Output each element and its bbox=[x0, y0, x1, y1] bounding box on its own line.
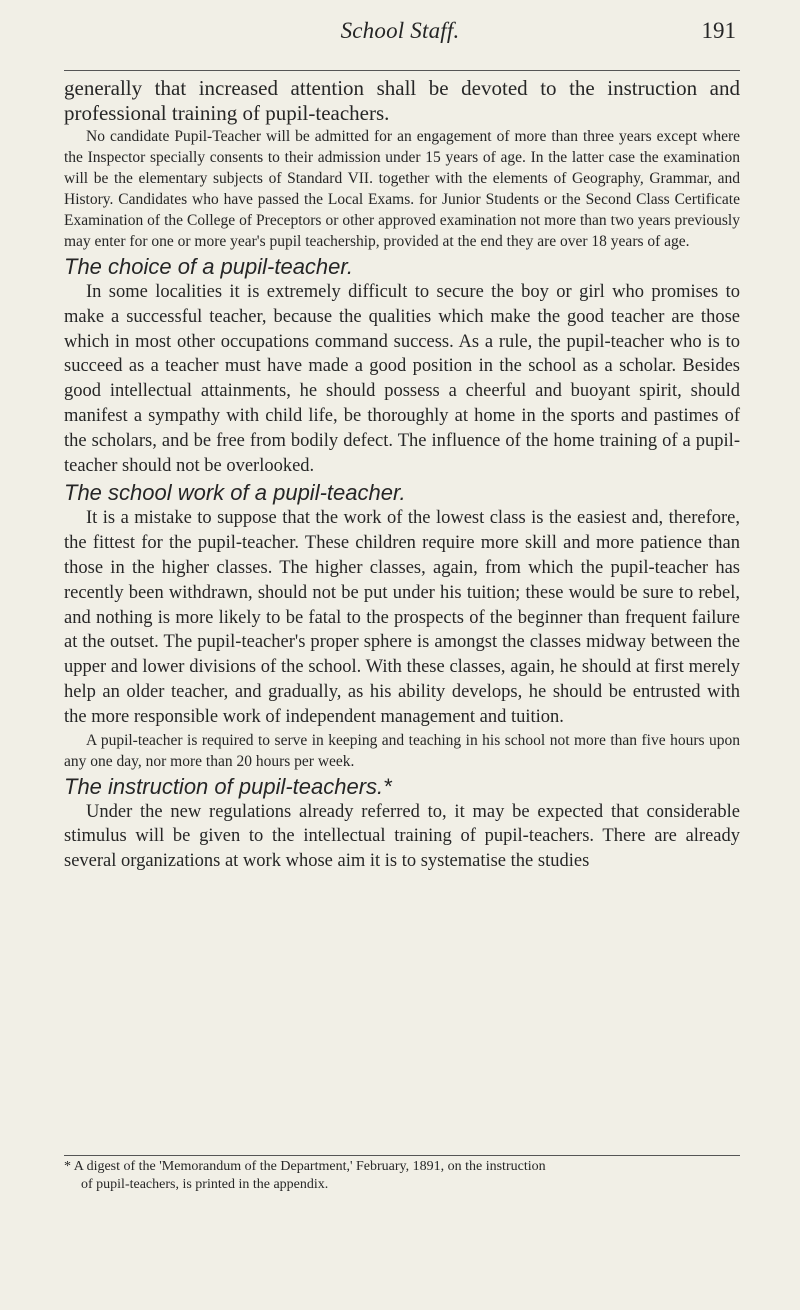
regulation-note: No candidate Pupil-Teacher will be admitted for an engagement of more than three years except where the Inspector specially consents to their admission under 15 years of age. In the latter case the examination will be the elementary subjects of Standard VII. together with the elements of Geography, Grammar, and History. Candidates who have passed the Local Exams. for Junior Students or the Second Class Certificate Examination of the College of Preceptors or other approved examination not more than two years previously may enter for one or more year's pupil teachership, provided at the end they are over 18 years of age. bbox=[64, 128, 740, 250]
section-heading-instruction: The instruction of pupil-teachers.* bbox=[64, 773, 392, 799]
section-note: A pupil-teacher is required to serve in keeping and teaching in his school not more than five hours upon any one day, nor more than 20 hours per week. bbox=[64, 731, 740, 770]
section-heading-choice: The choice of a pupil-teacher. bbox=[64, 254, 354, 279]
footnote-line: * A digest of the 'Memorandum of the Department,' February, 1891, on the instruction bbox=[64, 1159, 546, 1174]
footnote-rule bbox=[64, 1155, 740, 1156]
section-paragraph: Under the new regulations already referred to, it may be expected that considerable stimulus will be given to the intellectual training of pupil-teachers. There are already several organizations at work whose aim it is to systematise the studies bbox=[64, 801, 740, 872]
footnote bbox=[64, 1158, 740, 1194]
footnote-line: of pupil-teachers, is printed in the appendix. bbox=[81, 1177, 329, 1192]
running-head: School Staff. bbox=[340, 18, 460, 43]
section-paragraph: In some localities it is extremely difficult to secure the boy or girl who promises to make a successful teacher, because the qualities which make the good teacher are those which in most other occupations command success. As a rule, the pupil-teacher who is to succeed as a teacher must have made a good position in the school as a scholar. Besides good intellectual attainments, he should possess a cheerful and buoyant spirit, should manifest a sympathy with child life, be thoroughly at home in the sports and pastimes of the scholars, and be free from bodily defect. The influence of the home training of a pupil-teacher should not be overlooked. bbox=[64, 282, 740, 476]
section-paragraph: It is a mistake to suppose that the work of the lowest class is the easiest and, therefore, the fittest for the pupil-teacher. These children require more skill and more patience than those in the higher classes. The higher classes, again, from which the pupil-teacher has recently been withdrawn, should not be put under his tuition; these would be sure to rebel, and nothing is more likely to be fatal to the prospects of the beginner than frequent failure at the outset. The pupil-teacher's proper sphere is amongst the classes midway between the upper and lower divisions of the school. With these classes, again, he should at first merely help an older teacher, and gradually, as his ability develops, he should be entrusted with the more responsible work of independent management and tuition. bbox=[64, 508, 740, 727]
opening-paragraph: generally that increased attention shall be devoted to the instruction and professional training of pupil-teachers. bbox=[64, 76, 740, 125]
header-rule bbox=[64, 70, 740, 71]
page-header bbox=[0, 18, 800, 58]
section-heading-school-work: The school work of a pupil-teacher. bbox=[64, 480, 406, 506]
page-number: 191 bbox=[701, 18, 736, 43]
page-body bbox=[64, 76, 740, 874]
